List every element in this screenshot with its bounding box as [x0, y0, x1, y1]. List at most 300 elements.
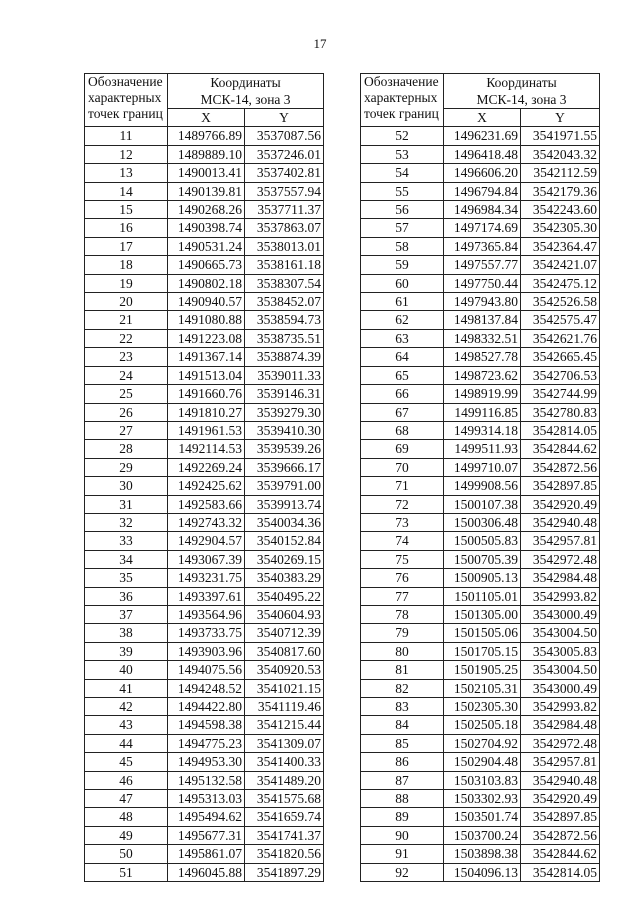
- table-row: [361, 642, 600, 660]
- table-row: [85, 256, 324, 274]
- y-coordinate-cell: 3539146.31: [245, 385, 324, 403]
- coordinates-header: [444, 74, 600, 109]
- x-coordinate-cell: 1496606.20: [444, 164, 521, 182]
- x-coordinate-cell: 1500905.13: [444, 569, 521, 587]
- point-number-cell: 59: [361, 256, 444, 274]
- table-row: [85, 753, 324, 771]
- point-number-cell: 69: [361, 440, 444, 458]
- y-coordinate-cell: 3542957.81: [521, 753, 600, 771]
- table-row: [85, 605, 324, 623]
- y-coordinate-cell: 3542844.62: [521, 440, 600, 458]
- x-coordinate-cell: 1494775.23: [168, 734, 245, 752]
- point-number-cell: 79: [361, 624, 444, 642]
- designation-line-2: характерных: [88, 90, 162, 105]
- point-number-cell: 63: [361, 329, 444, 347]
- table-row: [361, 237, 600, 255]
- point-number-cell: 14: [85, 182, 168, 200]
- point-number-cell: 19: [85, 274, 168, 292]
- point-number-cell: 25: [85, 385, 168, 403]
- point-number-cell: 51: [85, 863, 168, 881]
- page-number: 17: [313, 36, 327, 51]
- x-coordinate-cell: 1501105.01: [444, 587, 521, 605]
- table-row: [361, 201, 600, 219]
- table-row: [85, 421, 324, 439]
- x-coordinate-cell: 1496984.34: [444, 201, 521, 219]
- table-row: [361, 329, 600, 347]
- point-number-cell: 74: [361, 532, 444, 550]
- point-number-cell: 67: [361, 403, 444, 421]
- x-coordinate-cell: 1490665.73: [168, 256, 245, 274]
- x-coordinate-cell: 1501905.25: [444, 661, 521, 679]
- table-row: [361, 808, 600, 826]
- table-row: [85, 513, 324, 531]
- table-row: [85, 458, 324, 476]
- x-coordinate-cell: 1492583.66: [168, 495, 245, 513]
- table-row: [361, 458, 600, 476]
- table-row: [361, 477, 600, 495]
- x-coordinate-cell: 1493733.75: [168, 624, 245, 642]
- point-number-cell: 28: [85, 440, 168, 458]
- designation-line-3: точек границ: [364, 106, 439, 121]
- y-coordinate-cell: 3537711.37: [245, 201, 324, 219]
- x-coordinate-cell: 1492904.57: [168, 532, 245, 550]
- y-coordinate-cell: 3541897.29: [245, 863, 324, 881]
- y-coordinate-cell: 3538013.01: [245, 237, 324, 255]
- point-number-cell: 65: [361, 366, 444, 384]
- designation-line-1: Обозначение: [364, 74, 439, 89]
- y-coordinate-cell: 3542972.48: [521, 550, 600, 568]
- y-header: Y: [521, 109, 600, 127]
- x-coordinate-cell: 1489766.89: [168, 127, 245, 145]
- y-coordinate-cell: 3540712.39: [245, 624, 324, 642]
- y-coordinate-cell: 3537246.01: [245, 145, 324, 163]
- point-number-cell: 78: [361, 605, 444, 623]
- point-number-cell: 62: [361, 311, 444, 329]
- x-coordinate-cell: 1493903.96: [168, 642, 245, 660]
- x-coordinate-cell: 1496231.69: [444, 127, 521, 145]
- table-row: [361, 698, 600, 716]
- x-coordinate-cell: 1503700.24: [444, 826, 521, 844]
- table-row: [85, 826, 324, 844]
- x-coordinate-cell: 1497365.84: [444, 237, 521, 255]
- y-coordinate-cell: 3542475.12: [521, 274, 600, 292]
- x-coordinate-cell: 1493564.96: [168, 605, 245, 623]
- point-number-cell: 58: [361, 237, 444, 255]
- y-coordinate-cell: 3542920.49: [521, 790, 600, 808]
- table-row: [85, 201, 324, 219]
- x-coordinate-cell: 1495677.31: [168, 826, 245, 844]
- table-row: [361, 385, 600, 403]
- table-row: [85, 293, 324, 311]
- y-coordinate-cell: 3542940.48: [521, 513, 600, 531]
- y-coordinate-cell: 3540034.36: [245, 513, 324, 531]
- point-number-cell: 26: [85, 403, 168, 421]
- x-coordinate-cell: 1497943.80: [444, 293, 521, 311]
- point-number-cell: 92: [361, 863, 444, 881]
- y-coordinate-cell: 3538161.18: [245, 256, 324, 274]
- y-coordinate-cell: 3537557.94: [245, 182, 324, 200]
- table-row: [85, 808, 324, 826]
- table-row: [85, 716, 324, 734]
- coords-system: МСК-14, зона 3: [476, 92, 567, 107]
- point-number-cell: 91: [361, 845, 444, 863]
- point-number-cell: 85: [361, 734, 444, 752]
- table-row: [361, 624, 600, 642]
- y-coordinate-cell: 3542305.30: [521, 219, 600, 237]
- y-coordinate-cell: 3537863.07: [245, 219, 324, 237]
- point-number-cell: 33: [85, 532, 168, 550]
- point-number-cell: 41: [85, 679, 168, 697]
- point-number-cell: 16: [85, 219, 168, 237]
- point-number-cell: 40: [85, 661, 168, 679]
- point-number-cell: 55: [361, 182, 444, 200]
- table-row: [85, 311, 324, 329]
- table-row: [361, 274, 600, 292]
- x-coordinate-cell: 1497750.44: [444, 274, 521, 292]
- y-coordinate-cell: 3542112.59: [521, 164, 600, 182]
- table-row: [85, 661, 324, 679]
- x-coordinate-cell: 1491810.27: [168, 403, 245, 421]
- table-row: [85, 440, 324, 458]
- x-coordinate-cell: 1501705.15: [444, 642, 521, 660]
- table-row: [85, 385, 324, 403]
- point-number-cell: 77: [361, 587, 444, 605]
- table-row: [361, 348, 600, 366]
- x-coordinate-cell: 1490531.24: [168, 237, 245, 255]
- point-number-cell: 46: [85, 771, 168, 789]
- table-row: [361, 219, 600, 237]
- y-coordinate-cell: 3539913.74: [245, 495, 324, 513]
- point-number-cell: 70: [361, 458, 444, 476]
- y-coordinate-cell: 3542364.47: [521, 237, 600, 255]
- x-coordinate-cell: 1491660.76: [168, 385, 245, 403]
- table-row: [85, 237, 324, 255]
- point-number-cell: 23: [85, 348, 168, 366]
- table-row: [85, 182, 324, 200]
- table-row: [361, 513, 600, 531]
- table-row: [361, 569, 600, 587]
- x-coordinate-cell: 1501305.00: [444, 605, 521, 623]
- y-coordinate-cell: 3542814.05: [521, 863, 600, 881]
- x-header: X: [168, 109, 245, 127]
- y-coordinate-cell: 3542243.60: [521, 201, 600, 219]
- x-coordinate-cell: 1502904.48: [444, 753, 521, 771]
- point-number-cell: 18: [85, 256, 168, 274]
- coordinates-header: [168, 74, 324, 109]
- x-coordinate-cell: 1500505.83: [444, 532, 521, 550]
- point-number-cell: 56: [361, 201, 444, 219]
- x-coordinate-cell: 1499710.07: [444, 458, 521, 476]
- point-number-cell: 39: [85, 642, 168, 660]
- table-row: [85, 642, 324, 660]
- y-coordinate-cell: 3539791.00: [245, 477, 324, 495]
- point-number-cell: 86: [361, 753, 444, 771]
- y-coordinate-cell: 3538452.07: [245, 293, 324, 311]
- table-row: [361, 679, 600, 697]
- point-number-cell: 83: [361, 698, 444, 716]
- x-coordinate-cell: 1495132.58: [168, 771, 245, 789]
- point-number-cell: 50: [85, 845, 168, 863]
- y-coordinate-cell: 3542972.48: [521, 734, 600, 752]
- x-coordinate-cell: 1498723.62: [444, 366, 521, 384]
- point-number-cell: 60: [361, 274, 444, 292]
- table-row: [361, 495, 600, 513]
- y-coordinate-cell: 3542744.99: [521, 385, 600, 403]
- x-coordinate-cell: 1501505.06: [444, 624, 521, 642]
- x-coordinate-cell: 1498137.84: [444, 311, 521, 329]
- y-coordinate-cell: 3542984.48: [521, 716, 600, 734]
- table-row: [361, 127, 600, 145]
- table-row: [85, 532, 324, 550]
- x-coordinate-cell: 1500306.48: [444, 513, 521, 531]
- x-coordinate-cell: 1495861.07: [168, 845, 245, 863]
- table-row: [361, 716, 600, 734]
- table-row: [85, 569, 324, 587]
- point-number-cell: 54: [361, 164, 444, 182]
- x-coordinate-cell: 1489889.10: [168, 145, 245, 163]
- y-coordinate-cell: 3541575.68: [245, 790, 324, 808]
- y-coordinate-cell: 3542575.47: [521, 311, 600, 329]
- x-coordinate-cell: 1492114.53: [168, 440, 245, 458]
- x-coordinate-cell: 1490940.57: [168, 293, 245, 311]
- x-coordinate-cell: 1503501.74: [444, 808, 521, 826]
- point-number-cell: 44: [85, 734, 168, 752]
- x-coordinate-cell: 1492269.24: [168, 458, 245, 476]
- table-row: [361, 587, 600, 605]
- y-coordinate-cell: 3538874.39: [245, 348, 324, 366]
- point-number-cell: 88: [361, 790, 444, 808]
- y-coordinate-cell: 3542957.81: [521, 532, 600, 550]
- table-row: [361, 440, 600, 458]
- table-row: [85, 587, 324, 605]
- point-number-cell: 30: [85, 477, 168, 495]
- point-number-cell: 45: [85, 753, 168, 771]
- x-coordinate-cell: 1490802.18: [168, 274, 245, 292]
- x-coordinate-cell: 1499314.18: [444, 421, 521, 439]
- point-number-cell: 32: [85, 513, 168, 531]
- point-number-cell: 13: [85, 164, 168, 182]
- table-row: [85, 164, 324, 182]
- table-row: [85, 145, 324, 163]
- point-number-cell: 12: [85, 145, 168, 163]
- x-coordinate-cell: 1492743.32: [168, 513, 245, 531]
- point-number-cell: 68: [361, 421, 444, 439]
- point-number-cell: 81: [361, 661, 444, 679]
- y-coordinate-cell: 3541400.33: [245, 753, 324, 771]
- designation-line-2: характерных: [364, 90, 438, 105]
- point-number-cell: 61: [361, 293, 444, 311]
- table-row: [361, 145, 600, 163]
- x-coordinate-cell: 1496418.48: [444, 145, 521, 163]
- y-coordinate-cell: 3538735.51: [245, 329, 324, 347]
- x-coordinate-cell: 1496045.88: [168, 863, 245, 881]
- table-row: [85, 734, 324, 752]
- point-number-cell: 90: [361, 826, 444, 844]
- y-coordinate-cell: 3538307.54: [245, 274, 324, 292]
- table-row: [85, 495, 324, 513]
- y-coordinate-cell: 3542984.48: [521, 569, 600, 587]
- y-coordinate-cell: 3540604.93: [245, 605, 324, 623]
- y-coordinate-cell: 3542940.48: [521, 771, 600, 789]
- table-row: [85, 348, 324, 366]
- y-coordinate-cell: 3542706.53: [521, 366, 600, 384]
- y-coordinate-cell: 3540383.29: [245, 569, 324, 587]
- y-coordinate-cell: 3542780.83: [521, 403, 600, 421]
- y-coordinate-cell: 3537087.56: [245, 127, 324, 145]
- point-number-cell: 17: [85, 237, 168, 255]
- x-coordinate-cell: 1490013.41: [168, 164, 245, 182]
- point-number-cell: 48: [85, 808, 168, 826]
- y-coordinate-cell: 3539410.30: [245, 421, 324, 439]
- point-number-cell: 80: [361, 642, 444, 660]
- x-coordinate-cell: 1502505.18: [444, 716, 521, 734]
- y-coordinate-cell: 3542665.45: [521, 348, 600, 366]
- point-number-cell: 43: [85, 716, 168, 734]
- x-coordinate-cell: 1491961.53: [168, 421, 245, 439]
- y-coordinate-cell: 3541489.20: [245, 771, 324, 789]
- x-coordinate-cell: 1494598.38: [168, 716, 245, 734]
- table-row: [361, 826, 600, 844]
- point-number-cell: 53: [361, 145, 444, 163]
- coords-title: Координаты: [210, 75, 281, 90]
- coords-title: Координаты: [486, 75, 557, 90]
- y-coordinate-cell: 3541741.37: [245, 826, 324, 844]
- point-number-cell: 21: [85, 311, 168, 329]
- y-coordinate-cell: 3542526.58: [521, 293, 600, 311]
- point-number-cell: 20: [85, 293, 168, 311]
- table-row: [85, 679, 324, 697]
- x-coordinate-cell: 1491080.88: [168, 311, 245, 329]
- x-coordinate-cell: 1494075.56: [168, 661, 245, 679]
- table-row: [361, 605, 600, 623]
- point-number-cell: 37: [85, 605, 168, 623]
- point-number-cell: 76: [361, 569, 444, 587]
- y-coordinate-cell: 3542421.07: [521, 256, 600, 274]
- x-coordinate-cell: 1494422.80: [168, 698, 245, 716]
- y-coordinate-cell: 3542872.56: [521, 458, 600, 476]
- x-coordinate-cell: 1492425.62: [168, 477, 245, 495]
- table-row: [361, 256, 600, 274]
- y-coordinate-cell: 3541119.46: [245, 698, 324, 716]
- x-coordinate-cell: 1499116.85: [444, 403, 521, 421]
- table-row: [361, 753, 600, 771]
- y-coordinate-cell: 3543000.49: [521, 605, 600, 623]
- x-coordinate-cell: 1490398.74: [168, 219, 245, 237]
- y-coordinate-cell: 3542814.05: [521, 421, 600, 439]
- y-coordinate-cell: 3543005.83: [521, 642, 600, 660]
- point-number-cell: 64: [361, 348, 444, 366]
- y-coordinate-cell: 3542897.85: [521, 477, 600, 495]
- x-coordinate-cell: 1502305.30: [444, 698, 521, 716]
- x-coordinate-cell: 1503898.38: [444, 845, 521, 863]
- y-coordinate-cell: 3541659.74: [245, 808, 324, 826]
- point-number-cell: 31: [85, 495, 168, 513]
- y-coordinate-cell: 3537402.81: [245, 164, 324, 182]
- point-number-cell: 75: [361, 550, 444, 568]
- coordinates-table-left: [84, 73, 324, 882]
- y-coordinate-cell: 3540269.15: [245, 550, 324, 568]
- y-coordinate-cell: 3540495.22: [245, 587, 324, 605]
- y-header: Y: [245, 109, 324, 127]
- x-coordinate-cell: 1498527.78: [444, 348, 521, 366]
- x-coordinate-cell: 1495494.62: [168, 808, 245, 826]
- y-coordinate-cell: 3538594.73: [245, 311, 324, 329]
- table-row: [361, 845, 600, 863]
- point-number-cell: 57: [361, 219, 444, 237]
- table-row: [85, 771, 324, 789]
- table-row: [361, 421, 600, 439]
- point-number-cell: 82: [361, 679, 444, 697]
- point-number-cell: 47: [85, 790, 168, 808]
- y-coordinate-cell: 3541971.55: [521, 127, 600, 145]
- point-number-cell: 29: [85, 458, 168, 476]
- y-coordinate-cell: 3541820.56: [245, 845, 324, 863]
- table-row: [361, 734, 600, 752]
- table-row: [85, 127, 324, 145]
- designation-line-1: Обозначение: [88, 74, 163, 89]
- table-row: [361, 403, 600, 421]
- y-coordinate-cell: 3542179.36: [521, 182, 600, 200]
- point-number-cell: 66: [361, 385, 444, 403]
- x-header: X: [444, 109, 521, 127]
- x-coordinate-cell: 1499511.93: [444, 440, 521, 458]
- point-number-cell: 72: [361, 495, 444, 513]
- table-row: [361, 661, 600, 679]
- y-coordinate-cell: 3542621.76: [521, 329, 600, 347]
- table-row: [85, 274, 324, 292]
- point-number-cell: 89: [361, 808, 444, 826]
- table-row: [85, 550, 324, 568]
- table-row: [85, 863, 324, 881]
- point-number-cell: 36: [85, 587, 168, 605]
- x-coordinate-cell: 1496794.84: [444, 182, 521, 200]
- x-coordinate-cell: 1499908.56: [444, 477, 521, 495]
- y-coordinate-cell: 3542897.85: [521, 808, 600, 826]
- x-coordinate-cell: 1493397.61: [168, 587, 245, 605]
- y-coordinate-cell: 3542993.82: [521, 587, 600, 605]
- x-coordinate-cell: 1502105.31: [444, 679, 521, 697]
- point-number-cell: 73: [361, 513, 444, 531]
- coordinates-table-right: [360, 73, 600, 882]
- y-coordinate-cell: 3541021.15: [245, 679, 324, 697]
- x-coordinate-cell: 1494953.30: [168, 753, 245, 771]
- point-number-cell: 24: [85, 366, 168, 384]
- y-coordinate-cell: 3542872.56: [521, 826, 600, 844]
- table-row: [361, 164, 600, 182]
- table-row: [361, 182, 600, 200]
- table-row: [85, 698, 324, 716]
- table-row: [85, 403, 324, 421]
- table-row: [361, 771, 600, 789]
- y-coordinate-cell: 3541215.44: [245, 716, 324, 734]
- x-coordinate-cell: 1498332.51: [444, 329, 521, 347]
- table-row: [361, 863, 600, 881]
- table-row: [85, 624, 324, 642]
- x-coordinate-cell: 1491223.08: [168, 329, 245, 347]
- x-coordinate-cell: 1500705.39: [444, 550, 521, 568]
- coords-system: МСК-14, зона 3: [200, 92, 291, 107]
- x-coordinate-cell: 1491513.04: [168, 366, 245, 384]
- table-row: [85, 329, 324, 347]
- table-row: [361, 311, 600, 329]
- x-coordinate-cell: 1497174.69: [444, 219, 521, 237]
- x-coordinate-cell: 1503103.83: [444, 771, 521, 789]
- designation-header: [85, 74, 168, 127]
- x-coordinate-cell: 1498919.99: [444, 385, 521, 403]
- y-coordinate-cell: 3542043.32: [521, 145, 600, 163]
- x-coordinate-cell: 1493231.75: [168, 569, 245, 587]
- table-row: [85, 845, 324, 863]
